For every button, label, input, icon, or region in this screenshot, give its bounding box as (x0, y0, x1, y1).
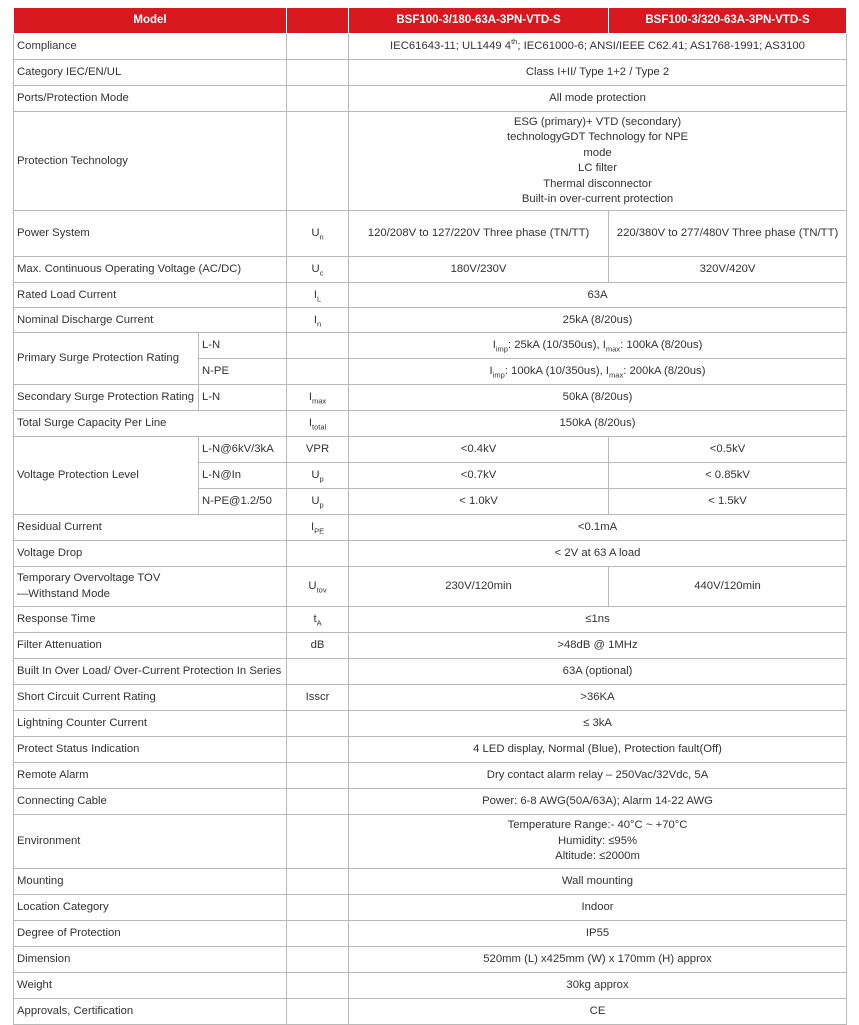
row-value-a: <0.4kV (349, 437, 609, 463)
row-value: ≤1ns (349, 607, 847, 633)
row-label: Weight (14, 973, 287, 999)
row-total-surge (14, 411, 847, 437)
row-status (14, 737, 847, 763)
row-rated-load (14, 283, 847, 308)
row-value-b: 440V/120min (609, 567, 847, 607)
row-compliance (14, 34, 847, 60)
row-value: Power: 6-8 AWG(50A/63A); Alarm 14-22 AWG (349, 789, 847, 815)
row-value: Indoor (349, 895, 847, 921)
row-value: 63A (optional) (349, 659, 847, 685)
row-label: Compliance (14, 34, 287, 60)
row-value-a: < 1.0kV (349, 489, 609, 515)
row-value: >36KA (349, 685, 847, 711)
row-value: Dry contact alarm relay – 250Vac/32Vdc, 5A (349, 763, 847, 789)
row-tov (14, 567, 847, 607)
row-label: Location Category (14, 895, 287, 921)
row-symbol: VPR (287, 437, 349, 463)
row-label: Temporary Overvoltage TOV —Withstand Mode (14, 567, 287, 607)
row-label: Dimension (14, 947, 287, 973)
row-value-a: 120/208V to 127/220V Three phase (TN/TT) (349, 211, 609, 257)
product-a-header: BSF100-3/180-63A-3PN-VTD-S (349, 8, 609, 34)
row-value-b: < 0.85kV (609, 463, 847, 489)
row-label: Environment (14, 815, 287, 869)
row-lightning (14, 711, 847, 737)
row-environment (14, 815, 847, 869)
row-mode: N-PE@1.2/50 (199, 489, 287, 515)
symbol-header (287, 8, 349, 34)
row-label: Protection Technology (14, 112, 287, 211)
header-row (14, 8, 847, 34)
row-category (14, 60, 847, 86)
row-label: Short Circuit Current Rating (14, 685, 287, 711)
row-label: Voltage Protection Level (14, 437, 199, 515)
row-symbol: $U_p$ (287, 463, 349, 489)
row-mode: L-N@In (199, 463, 287, 489)
row-symbol: $I_n$ (287, 308, 349, 333)
row-voltage-drop (14, 541, 847, 567)
row-value: 520mm (L) x425mm (W) x 170mm (H) approx (349, 947, 847, 973)
row-value: Class I+II/ Type 1+2 / Type 2 (349, 60, 847, 86)
row-value: 150kA (8/20us) (349, 411, 847, 437)
row-weight (14, 973, 847, 999)
row-mounting (14, 869, 847, 895)
row-value-b: 220/380V to 277/480V Three phase (TN/TT) (609, 211, 847, 257)
row-value: IEC61643-11; UL1449 4th; IEC61000-6; ANSI/IEEE C62.41; AS1768-1991; AS3100 (349, 34, 847, 60)
row-label: Protect Status Indication (14, 737, 287, 763)
row-symbol: $I_{PE}$ (287, 515, 349, 541)
row-power-system (14, 211, 847, 257)
row-label: Degree of Protection (14, 921, 287, 947)
row-label: Voltage Drop (14, 541, 287, 567)
row-vpl-1 (14, 437, 847, 463)
row-value-b: < 1.5kV (609, 489, 847, 515)
row-value: 50kA (8/20us) (349, 385, 847, 411)
row-value: 25kA (8/20us) (349, 308, 847, 333)
row-value: ≤ 3kA (349, 711, 847, 737)
row-label: Connecting Cable (14, 789, 287, 815)
row-nominal-discharge (14, 308, 847, 333)
row-label: Category IEC/EN/UL (14, 60, 287, 86)
row-value: 63A (349, 283, 847, 308)
row-label: Mounting (14, 869, 287, 895)
row-value: >48dB @ 1MHz (349, 633, 847, 659)
product-b-header: BSF100-3/320-63A-3PN-VTD-S (609, 8, 847, 34)
row-symbol: $U_n$ (287, 211, 349, 257)
row-value-a: <0.7kV (349, 463, 609, 489)
row-symbol: $I_{max}$ (287, 385, 349, 411)
row-label: Nominal Discharge Current (14, 308, 287, 333)
row-symbol: $t_A$ (287, 607, 349, 633)
row-value: <0.1mA (349, 515, 847, 541)
row-cable (14, 789, 847, 815)
row-label: Primary Surge Protection Rating (14, 333, 199, 385)
row-protection-technology (14, 112, 847, 211)
row-value: $I_{imp}$: 25kA (10/350us), $I_{max}$: 100kA (8/20us) (349, 333, 847, 359)
row-value: All mode protection (349, 86, 847, 112)
row-approvals (14, 999, 847, 1025)
row-value-b: 320V/420V (609, 257, 847, 283)
row-value: 30kg approx (349, 973, 847, 999)
row-primary-ln (14, 333, 847, 359)
row-mode: L-N (199, 385, 287, 411)
row-symbol: $U_c$ (287, 257, 349, 283)
row-mode: L-N@6kV/3kA (199, 437, 287, 463)
row-short-circuit (14, 685, 847, 711)
row-secondary (14, 385, 847, 411)
row-label: Ports/Protection Mode (14, 86, 287, 112)
row-ports (14, 86, 847, 112)
row-filter (14, 633, 847, 659)
row-value: < 2V at 63 A load (349, 541, 847, 567)
row-symbol: $I_{total}$ (287, 411, 349, 437)
row-label: Built In Over Load/ Over-Current Protection In Series (14, 659, 287, 685)
row-value-a: 180V/230V (349, 257, 609, 283)
row-label: Residual Current (14, 515, 287, 541)
row-symbol: Isscr (287, 685, 349, 711)
row-label: Filter Attenuation (14, 633, 287, 659)
row-value: IP55 (349, 921, 847, 947)
row-response (14, 607, 847, 633)
row-overload (14, 659, 847, 685)
row-label: Response Time (14, 607, 287, 633)
row-residual (14, 515, 847, 541)
row-dimension (14, 947, 847, 973)
row-symbol: $I_L$ (287, 283, 349, 308)
row-symbol: dB (287, 633, 349, 659)
row-mcov (14, 257, 847, 283)
row-symbol: $U_p$ (287, 489, 349, 515)
row-value: Temperature Range:- 40°C ~ +70°C Humidity: ≤95% Altitude: ≤2000m (349, 815, 847, 869)
row-mode: N-PE (199, 359, 287, 385)
row-value: 4 LED display, Normal (Blue), Protection fault(Off) (349, 737, 847, 763)
row-location (14, 895, 847, 921)
row-value-a: 230V/120min (349, 567, 609, 607)
row-label: Remote Alarm (14, 763, 287, 789)
row-symbol: $U_{tov}$ (287, 567, 349, 607)
row-label: Approvals, Certification (14, 999, 287, 1025)
row-label: Total Surge Capacity Per Line (14, 411, 287, 437)
row-value-b: <0.5kV (609, 437, 847, 463)
row-label: Secondary Surge Protection Rating (14, 385, 199, 411)
row-label: Lightning Counter Current (14, 711, 287, 737)
row-mode: L-N (199, 333, 287, 359)
row-value: ESG (primary)+ VTD (secondary) technologyGDT Technology for NPE mode LC filter Thermal disconnector Built-in over-current protection (349, 112, 847, 211)
row-degree (14, 921, 847, 947)
row-value: Wall mounting (349, 869, 847, 895)
row-label: Rated Load Current (14, 283, 287, 308)
row-label: Max. Continuous Operating Voltage (AC/DC) (14, 257, 287, 283)
spec-table (13, 7, 847, 1025)
row-value: CE (349, 999, 847, 1025)
row-remote-alarm (14, 763, 847, 789)
model-header: Model (14, 8, 287, 34)
row-value: $I_{imp}$: 100kA (10/350us), $I_{max}$: 200kA (8/20us) (349, 359, 847, 385)
row-label: Power System (14, 211, 287, 257)
